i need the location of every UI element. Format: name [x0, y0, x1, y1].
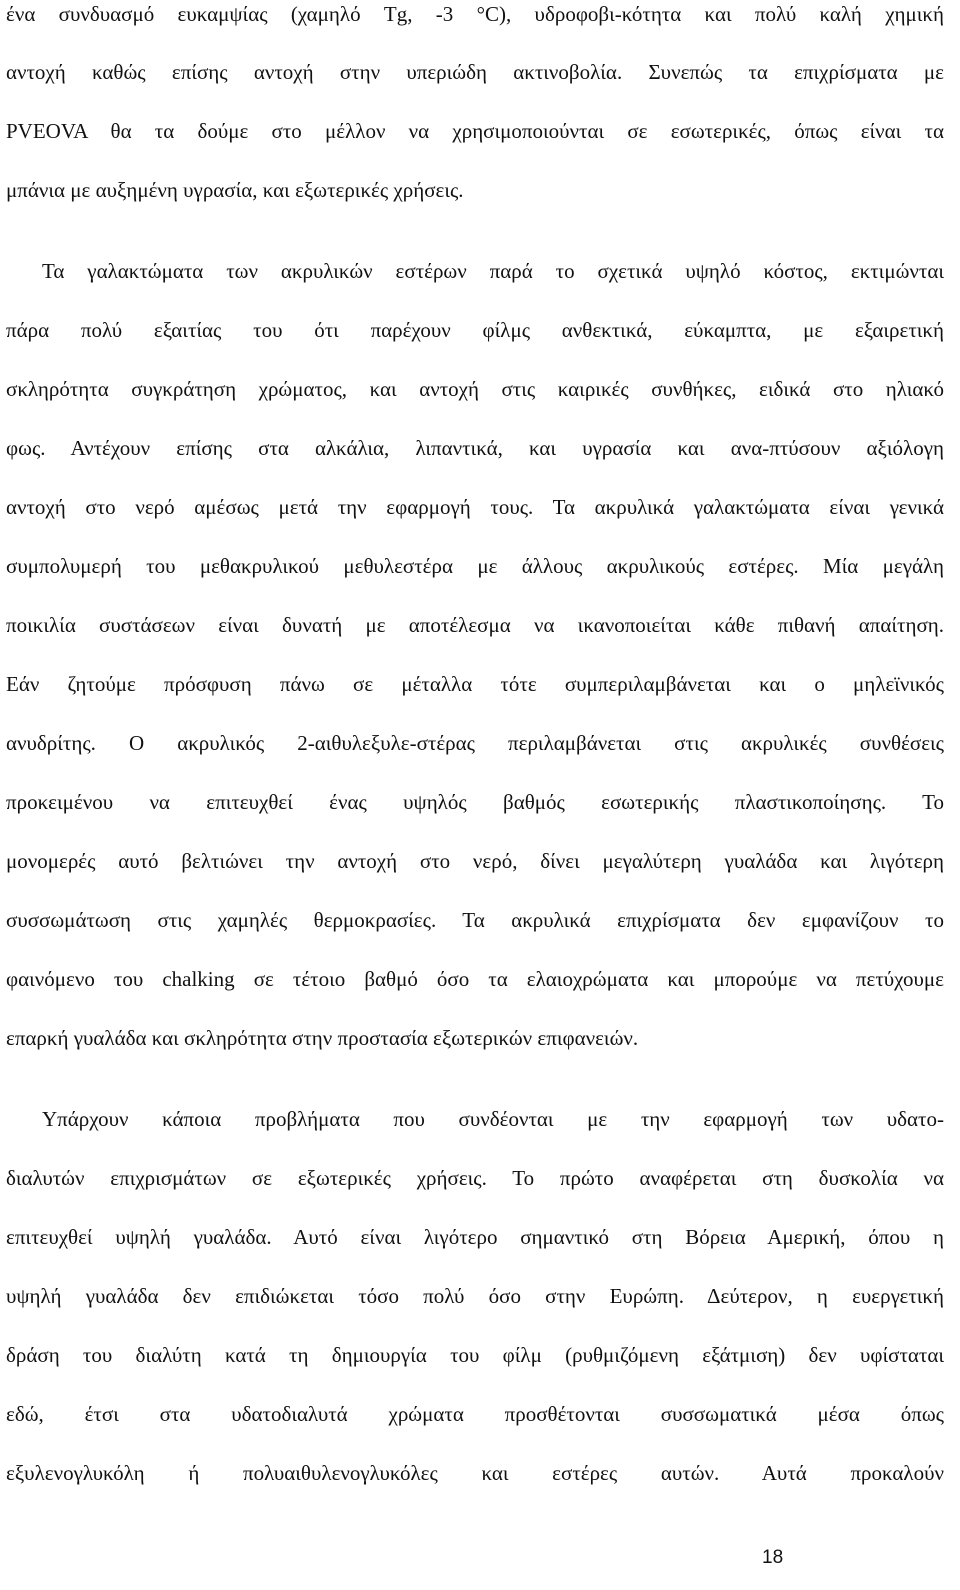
paragraph-2-line-7: ποικιλία συστάσεων είναι δυνατή με αποτέλεσμα να ικανοποιείται κάθε πιθανή απαίτηση. [6, 613, 944, 637]
paragraph-2-line-5: αντοχή στο νερό αμέσως μετά την εφαρμογή τους. Τα ακρυλικά γαλακτώματα είναι γενικά [6, 495, 944, 519]
paragraph-2-line-9: ανυδρίτης. Ο ακρυλικός 2-αιθυλεξυλε-στέρας περιλαμβάνεται στις ακρυλικές συνθέσεις [6, 731, 944, 755]
paragraph-3-line-6: εδώ, έτσι στα υδατοδιαλυτά χρώματα προσθέτονται συσσωματικά μέσα όπως [6, 1402, 944, 1426]
paragraph-2-line-11: μονομερές αυτό βελτιώνει την αντοχή στο νερό, δίνει μεγαλύτερη γυαλάδα και λιγότερη [6, 849, 944, 873]
paragraph-2-line-1: Τα γαλακτώματα των ακρυλικών εστέρων παρά το σχετικά υψηλό κόστος, εκτιμώνται [42, 259, 944, 283]
paragraph-2-line-8: Εάν ζητούμε πρόσφυση πάνω σε μέταλλα τότε συμπεριλαμβάνεται και ο μηλεϊνικός [6, 672, 944, 696]
paragraph-3-line-2: διαλυτών επιχρισμάτων σε εξωτερικές χρήσεις. Το πρώτο αναφέρεται στη δυσκολία να [6, 1166, 944, 1190]
paragraph-2-line-12: συσσωμάτωση στις χαμηλές θερμοκρασίες. Τα ακρυλικά επιχρίσματα δεν εμφανίζουν το [6, 908, 944, 932]
page-number: 18 [762, 1547, 784, 1568]
paragraph-3-line-1: Υπάρχουν κάποια προβλήματα που συνδέονται με την εφαρμογή των υδατο- [42, 1107, 944, 1131]
paragraph-1-line-3: PVEOVA θα τα δούμε στο μέλλον να χρησιμοποιούνται σε εσωτερικές, όπως είναι τα [6, 119, 944, 143]
paragraph-1-line-1: ένα συνδυασμό ευκαμψίας (χαμηλό Tg, -3 °C), υδροφοβι-κότητα και πολύ καλή χημική [6, 2, 944, 26]
paragraph-2-line-6: συμπολυμερή του μεθακρυλικού μεθυλεστέρα με άλλους ακρυλικούς εστέρες. Μία μεγάλη [6, 554, 944, 578]
paragraph-3-line-7: εξυλενογλυκόλη ή πολυαιθυλενογλυκόλες και εστέρες αυτών. Αυτά προκαλούν [6, 1461, 944, 1485]
paragraph-3-line-4: υψηλή γυαλάδα δεν επιδιώκεται τόσο πολύ όσο στην Ευρώπη. Δεύτερον, η ευεργετική [6, 1284, 944, 1308]
paragraph-2-line-14: επαρκή γυαλάδα και σκληρότητα στην προστασία εξωτερικών επιφανειών. [6, 1026, 639, 1050]
paragraph-2-line-10: προκειμένου να επιτευχθεί ένας υψηλός βαθμός εσωτερικής πλαστικοποίησης. Το [6, 790, 944, 814]
paragraph-1-line-4: μπάνια με αυξημένη υγρασία, και εξωτερικές χρήσεις. [6, 178, 464, 202]
paragraph-2-line-4: φως. Αντέχουν επίσης στα αλκάλια, λιπαντικά, και υγρασία και ανα-πτύσουν αξιόλογη [6, 436, 944, 460]
paragraph-2-line-3: σκληρότητα συγκράτηση χρώματος, και αντοχή στις καιρικές συνθήκες, ειδικά στο ηλιακό [6, 377, 944, 401]
paragraph-2-line-2: πάρα πολύ εξαιτίας του ότι παρέχουν φίλμς ανθεκτικά, εύκαμπτα, με εξαιρετική [6, 318, 944, 342]
paragraph-3-line-3: επιτευχθεί υψηλή γυαλάδα. Αυτό είναι λιγότερο σημαντικό στη Βόρεια Αμερική, όπου η [6, 1225, 944, 1249]
paragraph-1-line-2: αντοχή καθώς επίσης αντοχή στην υπεριώδη ακτινοβολία. Συνεπώς τα επιχρίσματα με [6, 60, 944, 84]
paragraph-2-line-13: φαινόμενο του chalking σε τέτοιο βαθμό όσο τα ελαιοχρώματα και μπορούμε να πετύχουμε [6, 967, 944, 991]
paragraph-3-line-5: δράση του διαλύτη κατά τη δημιουργία του φίλμ (ρυθμιζόμενη εξάτμιση) δεν υφίσταται [6, 1343, 944, 1367]
